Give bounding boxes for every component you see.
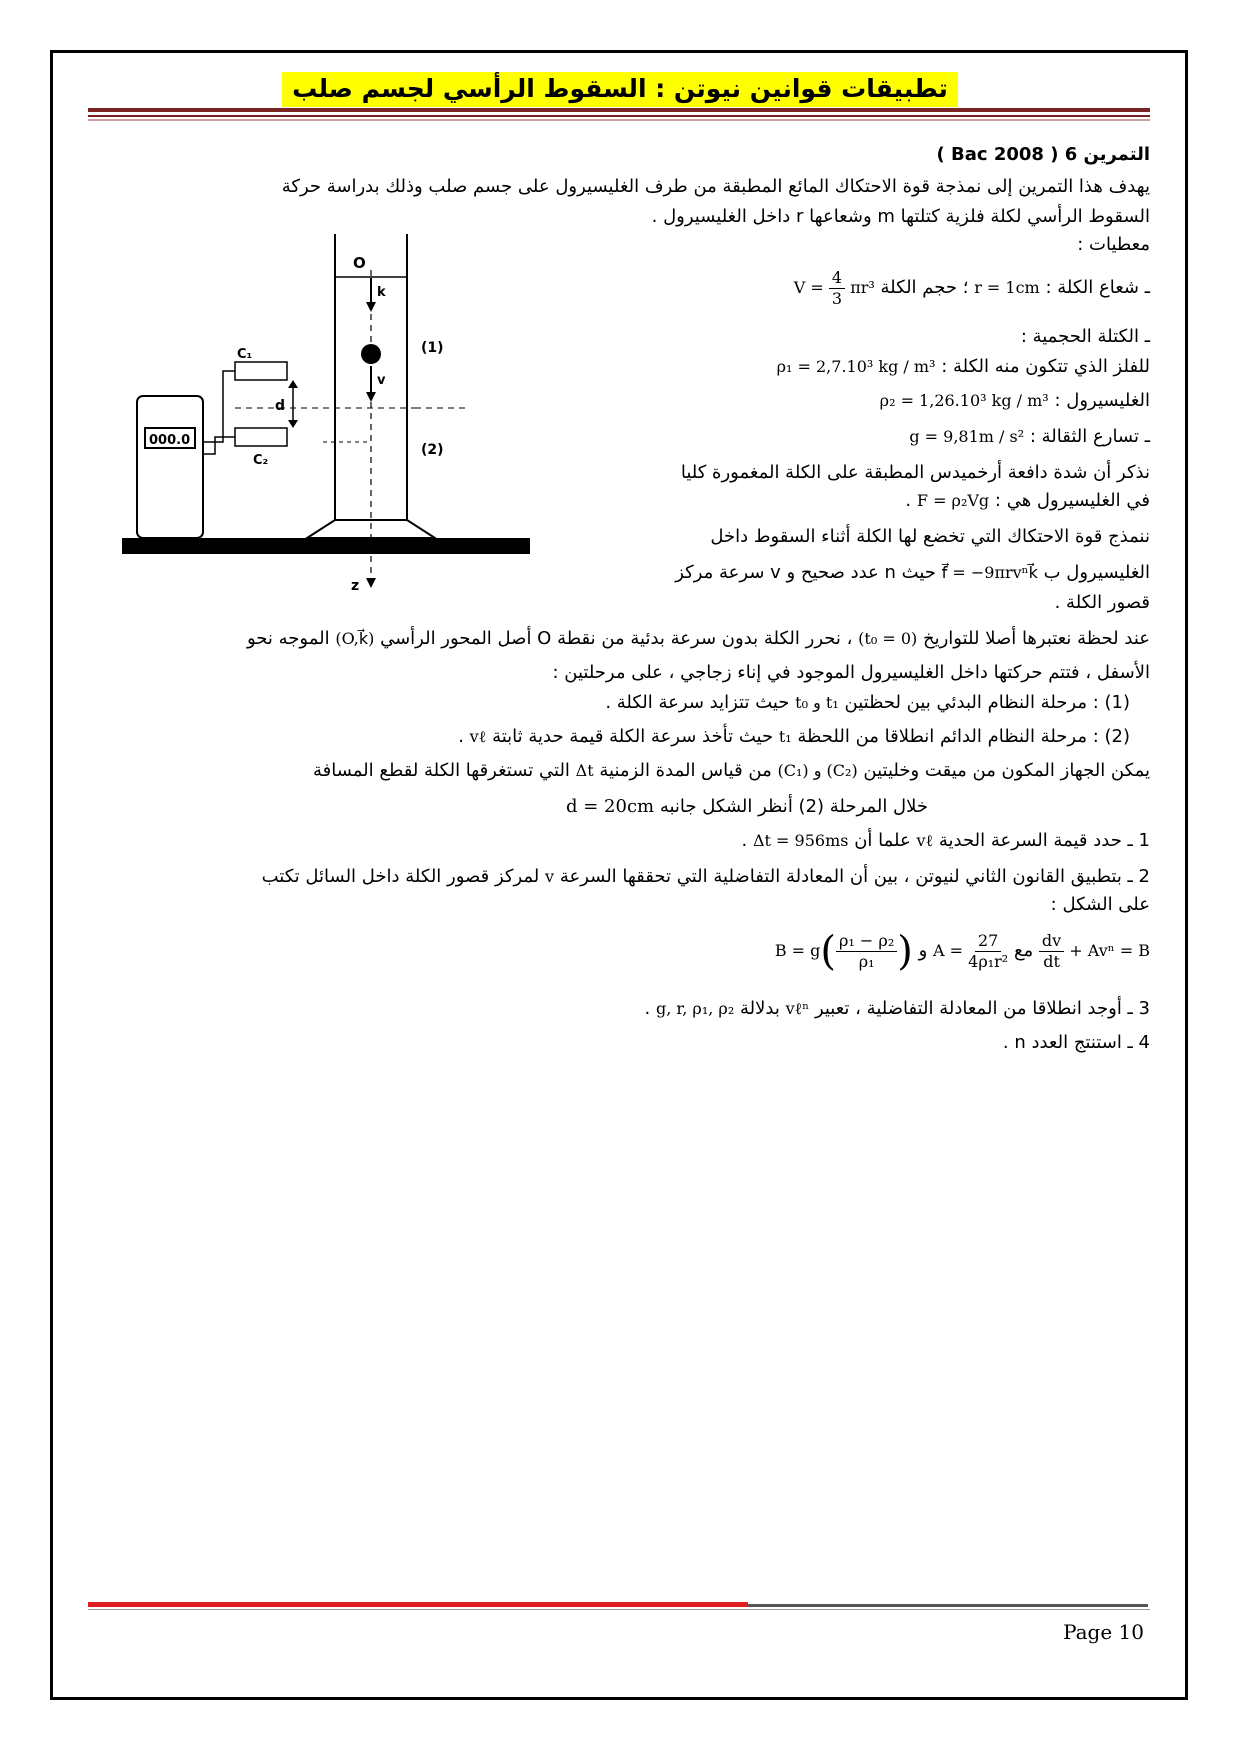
givens-label: معطيات : bbox=[1077, 234, 1150, 255]
metal-value: ρ₁ = 2,7.10³ kg / m³ bbox=[776, 357, 936, 376]
q2-text-a: 2 ـ بتطبيق القانون الثاني لنيوتن ، بين أن المعادلة التفاضلية التي تحققها السرعة bbox=[559, 866, 1150, 887]
archimedes-label: في الغليسيرول هي : bbox=[994, 490, 1150, 511]
eq-with: مع bbox=[1013, 940, 1034, 961]
phase-2-time: t₁ bbox=[778, 727, 792, 746]
eq-B: B = g( $\frac{\text{ρ₁ − ρ₂}}{\text{ρ₁}}$ ) bbox=[774, 928, 913, 975]
v-label: v bbox=[377, 373, 386, 388]
release-line-2: الأسفل ، فتتم حركتها داخل الغليسيرول الموجود في إناء زجاجي ، على مرحلتين : bbox=[552, 662, 1150, 683]
cell-c1 bbox=[235, 362, 287, 380]
friction-label: الغليسيرول ب bbox=[1043, 562, 1150, 583]
release-line-1 bbox=[247, 624, 1150, 654]
eq-B-frac bbox=[836, 931, 897, 972]
q3-velocity: vℓⁿ bbox=[785, 999, 810, 1018]
eq-dv: dv bbox=[1039, 931, 1064, 952]
phase-1-text-b: حيث تتزايد سرعة الكلة . bbox=[605, 692, 790, 713]
volume-den: 3 bbox=[831, 289, 843, 308]
footer-rule-dark bbox=[748, 1604, 1148, 1607]
differential-equation bbox=[775, 924, 1150, 979]
page-number: Page 10 bbox=[1063, 1620, 1144, 1644]
eq-A-den: 4ρ₁r² bbox=[968, 952, 1009, 971]
header-rule-shadow bbox=[88, 119, 1150, 121]
device-text-a: يمكن الجهاز المكون من ميقت وخليتين bbox=[863, 760, 1150, 781]
q3-text-a: 3 ـ أوجد انطلاقا من المعادلة التفاضلية ، تعبير bbox=[814, 998, 1150, 1019]
release-text-b: ، نحرر الكلة بدون سرعة بدئية من نقطة O أصل المحور الرأسي bbox=[380, 628, 853, 649]
glycerol-density-line bbox=[880, 386, 1150, 416]
page-title: تطبيقات قوانين نيوتن : السقوط الرأسي لجسم صلب bbox=[282, 72, 958, 107]
archimedes-formula: F = ρ₂Vg bbox=[916, 491, 990, 510]
ground bbox=[122, 538, 530, 554]
eq-B-lhs: B = g bbox=[774, 941, 821, 960]
metal-label: للفلز الذي تتكون منه الكلة : bbox=[941, 356, 1150, 377]
cell-c2 bbox=[235, 428, 287, 446]
volume-num: 4 bbox=[829, 268, 845, 289]
question-4: 4 ـ استنتج العدد n . bbox=[1002, 1032, 1150, 1053]
cell-c1-label: C₁ bbox=[237, 347, 253, 362]
eq-B-den: ρ₁ bbox=[858, 952, 875, 971]
gravity-label: ـ تسارع الثقالة : bbox=[1029, 426, 1150, 447]
phase-2-velocity: vℓ bbox=[469, 727, 487, 746]
q1-dt: Δt = 956ms bbox=[752, 831, 849, 850]
zone-1-label: (1) bbox=[421, 340, 444, 356]
timer-display: 000.0 bbox=[149, 433, 191, 448]
cell-c2-label: C₂ bbox=[253, 453, 269, 468]
glycerol-label: الغليسيرول : bbox=[1054, 390, 1150, 411]
device-dt: Δt bbox=[575, 761, 594, 780]
volume-formula bbox=[794, 268, 875, 309]
eq-and: و bbox=[918, 940, 928, 961]
volume-lhs: V = bbox=[793, 278, 824, 297]
q1-text-a: 1 ـ حدد قيمة السرعة الحدية bbox=[938, 830, 1150, 851]
intro-line-1: يهدف هذا التمرين إلى نمذجة قوة الاحتكاك المائع المطبقة من طرف الغليسيرول على جسم صلب وذلك بدراسة حركة bbox=[281, 176, 1150, 197]
release-axis: (O,k⃗) bbox=[335, 629, 375, 648]
question-3: 3 ـ أوجد انطلاقا من المعادلة التفاضلية ، تعبير vℓⁿ بدلالة g, r, ρ₁, ρ₂ . bbox=[645, 994, 1151, 1024]
phase-1-times: t₀ و t₁ bbox=[795, 693, 839, 712]
wire-c2 bbox=[203, 437, 235, 454]
distance-arrow-top bbox=[288, 380, 298, 388]
device-cells: (C₁) و (C₂) bbox=[777, 761, 858, 780]
exercise-heading: التمرين 6 ( Bac 2008 ) bbox=[936, 144, 1150, 165]
friction-line-3: قصور الكلة . bbox=[1054, 592, 1150, 613]
friction-desc: حيث n عدد صحيح و v سرعة مركز bbox=[675, 562, 936, 583]
header-rule bbox=[88, 108, 1150, 117]
experiment-figure bbox=[115, 232, 535, 592]
device-line-2 bbox=[566, 792, 928, 822]
eq-A bbox=[933, 924, 1008, 978]
archimedes-line-1: نذكر أن شدة دافعة أرخميدس المطبقة على الكلة المغمورة كليا bbox=[680, 462, 1150, 483]
k-label: k bbox=[377, 285, 386, 300]
phase-2-line: (2) : مرحلة النظام الدائم انطلاقا من اللحظة t₁ حيث تأخذ سرعة الكلة قيمة حدية ثابتة vℓ . bbox=[458, 722, 1130, 752]
release-t0: (t₀ = 0) bbox=[858, 629, 918, 648]
zone-2-label: (2) bbox=[421, 442, 444, 458]
origin-label: O bbox=[353, 254, 366, 272]
question-1: 1 ـ حدد قيمة السرعة الحدية vℓ علما أن Δt = 956ms . bbox=[742, 826, 1150, 856]
timer-body bbox=[137, 396, 203, 538]
q1-velocity: vℓ bbox=[916, 831, 934, 850]
device-line-1 bbox=[313, 756, 1150, 786]
radius-value: r = 1cm bbox=[974, 278, 1040, 297]
eq-A-num: 27 bbox=[975, 931, 1001, 952]
axis-label: z bbox=[351, 578, 360, 592]
phase-1-text-a: (1) : مرحلة النظام البدئي بين لحظتين bbox=[844, 692, 1130, 713]
eq-dvdt bbox=[1039, 931, 1064, 972]
v-vector-head bbox=[366, 392, 376, 402]
volume-rhs: πr³ bbox=[850, 278, 875, 297]
eq-A-lhs: A = bbox=[933, 941, 964, 960]
eq-rest: + Avⁿ = B bbox=[1069, 941, 1150, 960]
device-text-c: التي تستغرقها الكلة لقطع المسافة bbox=[312, 760, 570, 781]
wire-c1 bbox=[203, 371, 235, 442]
phase-2-text-b: حيث تأخذ سرعة الكلة قيمة حدية ثابتة bbox=[492, 726, 774, 747]
glycerol-value: ρ₂ = 1,26.10³ kg / m³ bbox=[879, 391, 1049, 410]
question-2-line-1 bbox=[262, 862, 1150, 892]
footer-rule-thin bbox=[88, 1609, 1150, 1610]
q2-text-b: لمركز قصور الكلة داخل السائل تكتب bbox=[261, 866, 540, 887]
footer-rule bbox=[88, 1602, 748, 1607]
phase-1-line bbox=[605, 688, 1130, 718]
device-text-b: من قياس المدة الزمنية bbox=[599, 760, 772, 781]
release-text-a: عند لحظة نعتبرها أصلا للتواريخ bbox=[922, 628, 1150, 649]
radius-label: ـ شعاع الكلة : bbox=[1045, 277, 1150, 298]
friction-line-1: ننمذج قوة الاحتكاك التي تخضع لها الكلة أثناء السقوط داخل bbox=[710, 526, 1150, 547]
device-text-d: خلال المرحلة (2) أنظر الشكل جانبه bbox=[659, 796, 928, 817]
gravity-value: g = 9,81m / s² bbox=[909, 427, 1025, 446]
gravity-line bbox=[909, 422, 1150, 452]
eq-B-num: ρ₁ − ρ₂ bbox=[836, 931, 897, 952]
volume-fraction bbox=[829, 268, 845, 309]
axis-arrow bbox=[366, 578, 376, 588]
distance-arrow-bottom bbox=[288, 420, 298, 428]
eq-A-frac bbox=[968, 931, 1008, 972]
eq-main bbox=[1039, 924, 1150, 978]
friction-line-2 bbox=[675, 558, 1150, 588]
q2-velocity: v bbox=[545, 867, 555, 886]
k-vector-head bbox=[366, 302, 376, 312]
metal-density-line bbox=[777, 352, 1150, 382]
density-label: ـ الكتلة الحجمية : bbox=[1020, 326, 1150, 347]
intro-line-2: السقوط الرأسي لكلة فلزية كتلتها m وشعاعها r داخل الغليسيرول . bbox=[651, 206, 1150, 227]
release-text-c: الموجه نحو bbox=[246, 628, 330, 649]
ball bbox=[361, 344, 381, 364]
device-distance: d = 20cm bbox=[566, 796, 655, 817]
q3-vars: g, r, ρ₁, ρ₂ bbox=[655, 999, 735, 1018]
radius-volume-line bbox=[794, 268, 1150, 309]
archimedes-line-2: في الغليسيرول هي : F = ρ₂Vg . bbox=[905, 486, 1150, 516]
phase-2-text-a: (2) : مرحلة النظام الدائم انطلاقا من اللحظة bbox=[797, 726, 1130, 747]
q1-text-b: علما أن bbox=[854, 830, 911, 851]
distance-label: d bbox=[275, 398, 286, 414]
question-2-line-2: على الشكل : bbox=[1050, 894, 1150, 915]
q3-text-b: بدلالة bbox=[739, 998, 780, 1019]
volume-label: ؛ حجم الكلة bbox=[880, 277, 969, 298]
eq-dt: dt bbox=[1043, 952, 1060, 971]
friction-formula: f⃗ = −9πrvⁿk⃗ bbox=[941, 563, 1038, 582]
